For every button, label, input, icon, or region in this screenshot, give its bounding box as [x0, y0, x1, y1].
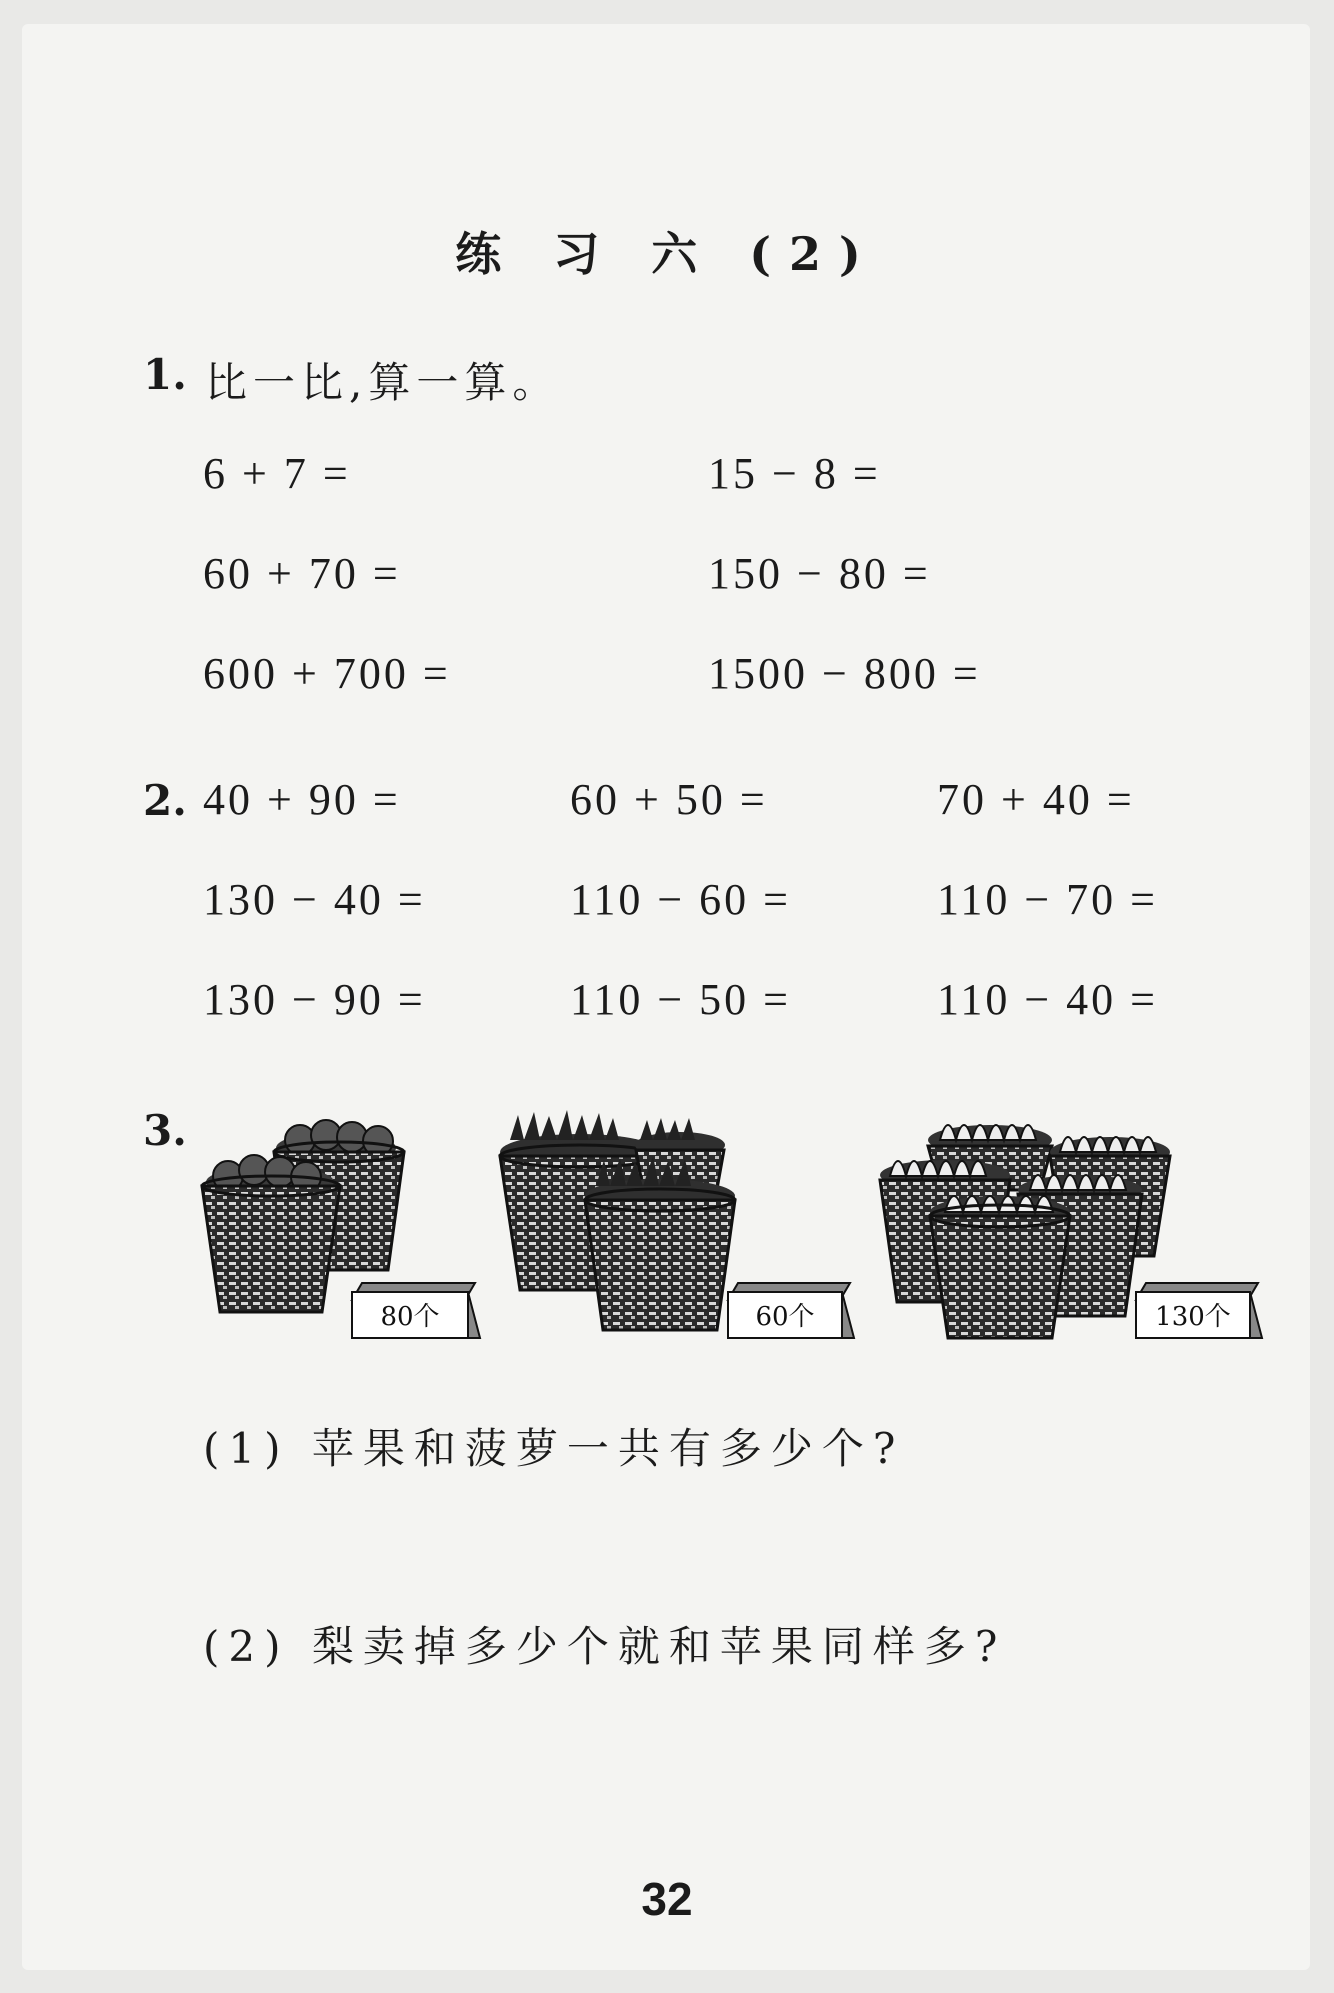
q2-col3-eq-1: 70 + 40 =: [937, 775, 1135, 824]
q2-col2-eq-3: 110 − 50 =: [570, 975, 791, 1024]
q1-left-eq-2: 60 + 70 =: [203, 549, 401, 598]
q2-col3-eq-2: 110 − 70 =: [937, 875, 1158, 924]
apple-count-sign: [352, 1283, 480, 1338]
q3-subquestion-1: (1) 苹果和菠萝一共有多少个?: [203, 1424, 905, 1473]
pear-basket-front: [930, 1196, 1070, 1338]
q2-col1-eq-2: 130 − 40 =: [203, 875, 426, 924]
q2-col1-eq-1: 40 + 90 =: [203, 775, 401, 824]
q1-left-eq-3: 600 + 700 =: [203, 649, 451, 698]
page-number: 32: [641, 1873, 693, 1925]
q3-subquestion-2: (2) 梨卖掉多少个就和苹果同样多?: [203, 1622, 1007, 1671]
q1-right-eq-2: 150 − 80 =: [708, 549, 931, 598]
pear-baskets: [880, 1125, 1262, 1338]
page-title: 练 习 六 (2): [455, 227, 879, 281]
q1-left-eq-1: 6 + 7 =: [203, 449, 351, 498]
apple-baskets: [202, 1120, 480, 1338]
apple-basket-front: [202, 1155, 340, 1312]
q2-number: 2.: [143, 776, 187, 825]
q2-col3-eq-3: 110 − 40 =: [937, 975, 1158, 1024]
q2-col2-eq-2: 110 − 60 =: [570, 875, 791, 924]
pear-count-sign: [1136, 1283, 1262, 1338]
q2-col2-eq-1: 60 + 50 =: [570, 775, 768, 824]
pineapple-count-label: 60个: [755, 1302, 815, 1332]
apple-count-label: 80个: [380, 1302, 440, 1332]
q1-right-eq-3: 1500 − 800 =: [708, 649, 981, 698]
pear-count-label: 130个: [1155, 1302, 1231, 1332]
q3-number: 3.: [143, 1106, 187, 1155]
q2-col1-eq-3: 130 − 90 =: [203, 975, 426, 1024]
q1-right-eq-1: 15 − 8 =: [708, 449, 881, 498]
pineapple-baskets: [500, 1110, 854, 1338]
pineapple-count-sign: [728, 1283, 854, 1338]
q1-prompt: 比一比,算一算。: [205, 358, 561, 407]
q1-number: 1.: [143, 350, 187, 399]
